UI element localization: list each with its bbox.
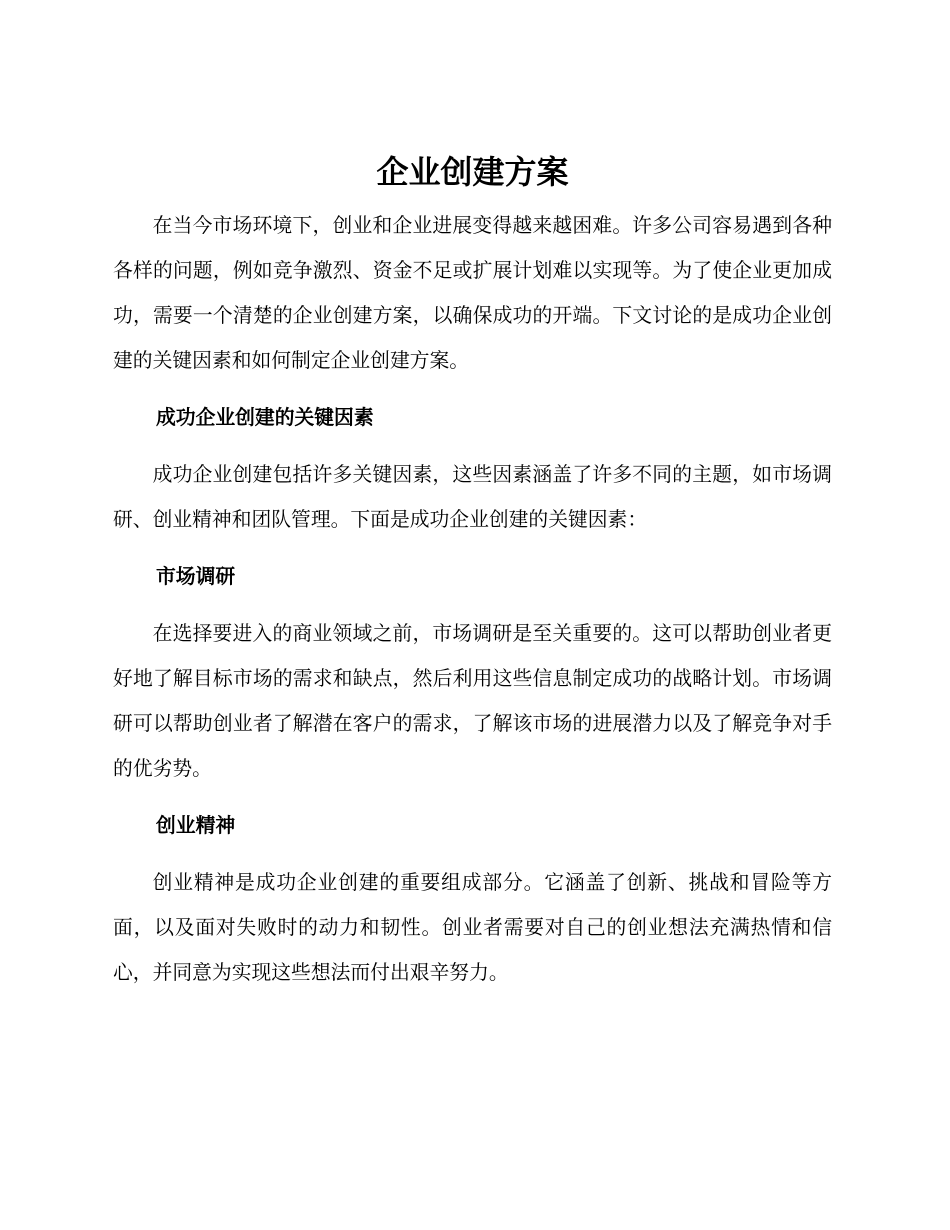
section-body-key-factors: 成功企业创建包括许多关键因素，这些因素涵盖了许多不同的主题，如市场调研、创业精神和团队管理。下面是成功企业创建的关键因素： [113, 463, 832, 531]
section-heading-entrepreneurship: 创业精神 [156, 814, 236, 837]
section-heading-market-research: 市场调研 [156, 565, 236, 588]
spacer [113, 440, 832, 452]
section-heading-key-factors: 成功企业创建的关键因素 [156, 406, 374, 429]
spacer [113, 599, 832, 611]
spacer [113, 791, 832, 803]
section-body-market-research: 在选择要进入的商业领域之前，市场调研是至关重要的。这可以帮助创业者更好地了解目标市场的需求和缺点，然后利用这些信息制定成功的战略计划。市场调研可以帮助创业者了解潜在客户的需求，了解该市场的进展潜力以及了解竞争对手的优劣势。 [113, 622, 832, 780]
document-title: 企业创建方案 [376, 153, 569, 191]
spacer [113, 383, 832, 395]
section-body-entrepreneurship: 创业精神是成功企业创建的重要组成部分。它涵盖了创新、挑战和冒险等方面，以及面对失败时的动力和韧性。创业者需要对自己的创业想法充满热情和信心，并同意为实现这些想法而付出艰辛努力。 [113, 871, 832, 984]
intro-paragraph: 在当今市场环境下，创业和企业进展变得越来越困难。许多公司容易遇到各种各样的问题，例如竞争激烈、资金不足或扩展计划难以实现等。为了使企业更加成功，需要一个清楚的企业创建方案，以确保成功的开端。下文讨论的是成功企业创建的关键因素和如何制定企业创建方案。 [113, 214, 832, 372]
spacer [113, 542, 832, 554]
spacer [113, 848, 832, 860]
